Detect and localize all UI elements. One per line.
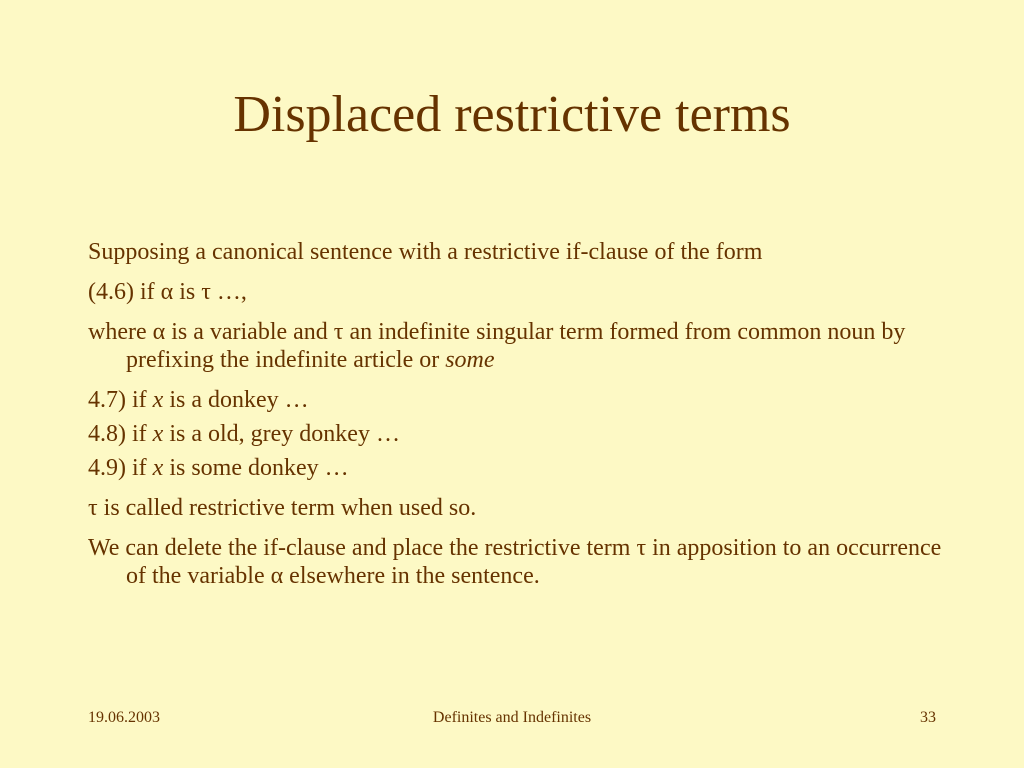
example-4-8-variable: x (152, 421, 164, 447)
example-4-8 (88, 420, 948, 448)
paragraph-variable-definition-text: where α is a variable and τ an indefinite singular term formed from common noun by prefixing the indefinite article or (88, 319, 906, 373)
slide-body (88, 238, 948, 590)
paragraph-canonical-sentence: Supposing a canonical sentence with a restrictive if-clause of the form (88, 239, 763, 265)
paragraph-variable-definition (88, 318, 948, 374)
example-4-8-prefix: 4.8) if (88, 421, 153, 447)
example-4-7-variable: x (152, 387, 164, 413)
paragraph-apposition: We can delete the if-clause and place the restrictive term τ in apposition to an occurrence of the variable α elsewhere in the sentence. (88, 535, 942, 589)
footer-title: Definites and Indefinites (432, 709, 592, 726)
paragraph-variable-definition-italic: some (445, 347, 495, 373)
example-4-7-prefix: 4.7) if (88, 387, 153, 413)
example-4-9-suffix: is some donkey … (163, 455, 349, 481)
example-4-9 (88, 454, 948, 482)
example-4-6: (4.6) if α is τ …, (88, 279, 247, 305)
example-4-7 (88, 386, 948, 414)
example-4-7-suffix: is a donkey … (163, 387, 309, 413)
footer-date: 19.06.2003 (88, 709, 160, 726)
slide-title: Displaced restrictive terms (233, 86, 791, 143)
example-4-8-suffix: is a old, grey donkey … (163, 421, 400, 447)
footer-page-number: 33 (920, 709, 936, 726)
paragraph-restrictive-term: τ is called restrictive term when used so. (88, 495, 477, 521)
example-4-9-variable: x (152, 455, 164, 481)
example-4-9-prefix: 4.9) if (88, 455, 153, 481)
